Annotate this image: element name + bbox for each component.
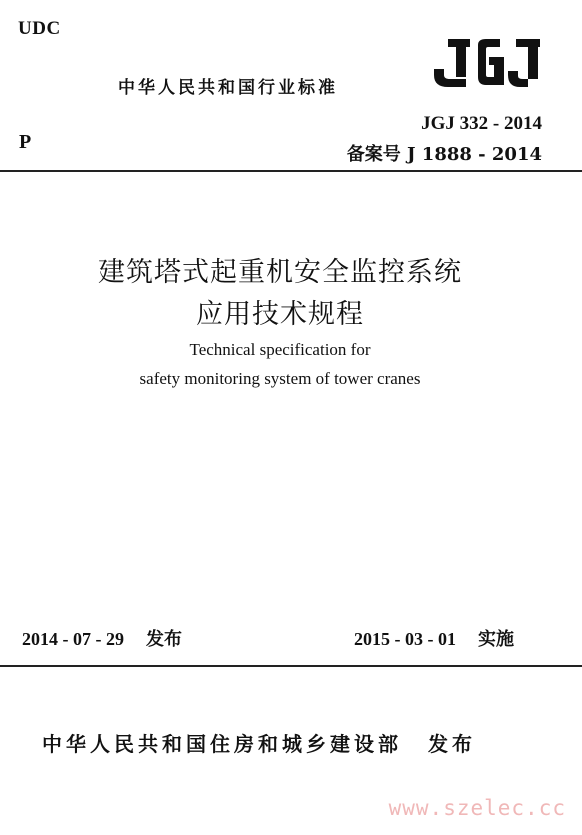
footer-divider	[0, 665, 582, 667]
title-en-line1: Technical specification for	[189, 340, 371, 359]
publish-date: 2014 - 07 - 29	[22, 629, 124, 649]
record-number: 备案号 J 1888 - 2014	[346, 144, 542, 165]
category-label: P	[19, 131, 32, 153]
title-en-line2: safety monitoring system of tower cranes	[139, 369, 421, 388]
jgj-logo	[430, 35, 546, 89]
header-divider	[0, 170, 582, 172]
publisher-label: 发布	[428, 732, 476, 756]
udc-label: UDC	[18, 18, 61, 39]
implement-label: 实施	[478, 629, 514, 650]
watermark: www.szelec.cc	[388, 796, 566, 820]
implement-date-block	[354, 625, 514, 651]
industry-standard-title: 中华人民共和国行业标准	[118, 78, 338, 98]
implement-date: 2015 - 03 - 01	[354, 629, 456, 649]
publish-label: 发布	[146, 629, 182, 650]
standard-number: JGJ 332 - 2014	[421, 113, 542, 134]
title-cn-line2: 应用技术规程	[196, 299, 364, 330]
publisher-block	[42, 728, 476, 757]
title-cn-line1: 建筑塔式起重机安全监控系统	[98, 257, 462, 288]
publish-date-block	[22, 625, 182, 651]
publisher-name: 中华人民共和国住房和城乡建设部	[42, 732, 402, 756]
